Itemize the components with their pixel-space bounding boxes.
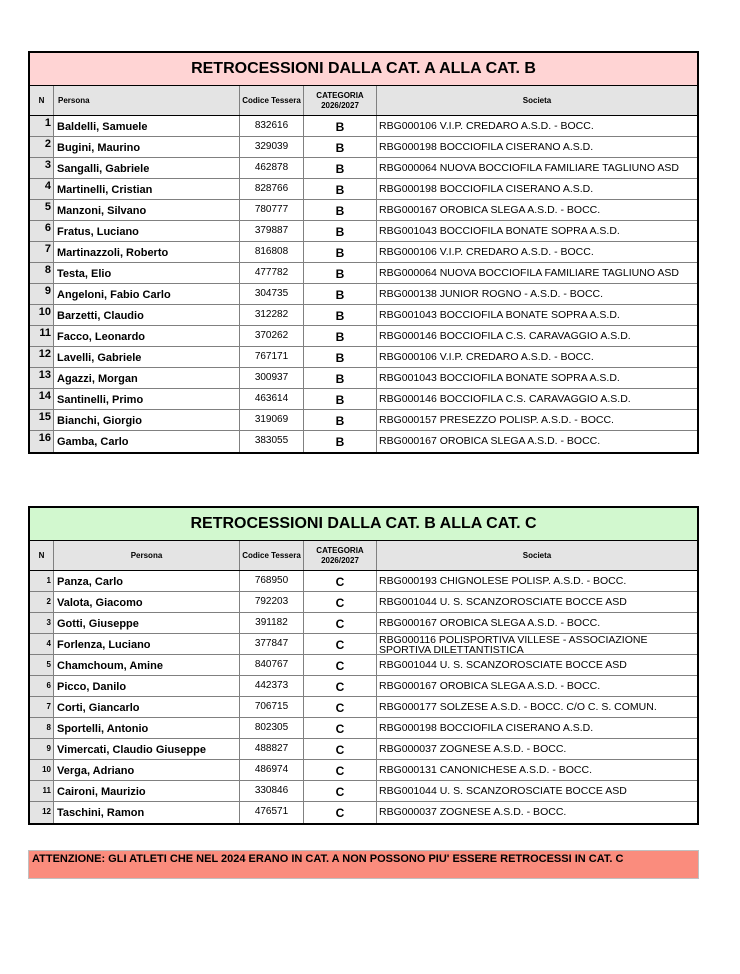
table-row bbox=[30, 179, 697, 200]
codice-tessera-cell: 768950 bbox=[240, 571, 304, 591]
societa-cell: RBG001044 U. S. SCANZOROSCIATE BOCCE ASD bbox=[379, 785, 627, 797]
table-title: RETROCESSIONI DALLA CAT. A ALLA CAT. B bbox=[30, 53, 697, 86]
societa-cell: RBG000177 SOLZESE A.S.D. - BOCC. C/O C. S. COMUN. bbox=[379, 701, 657, 713]
categoria-cell: B bbox=[304, 431, 377, 452]
codice-tessera-cell: 383055 bbox=[240, 431, 304, 452]
codice-tessera-cell: 780777 bbox=[240, 200, 304, 220]
column-header-categoria: CATEGORIA 2026/2027 bbox=[304, 541, 377, 570]
table-body bbox=[30, 116, 697, 452]
table-row bbox=[30, 347, 697, 368]
table-row bbox=[30, 200, 697, 221]
codice-tessera-cell: 476571 bbox=[240, 802, 304, 823]
persona-cell: Panza, Carlo bbox=[54, 571, 240, 591]
codice-tessera-cell: 767171 bbox=[240, 347, 304, 367]
persona-cell: Gamba, Carlo bbox=[54, 431, 240, 452]
persona-cell: Barzetti, Claudio bbox=[54, 305, 240, 325]
codice-tessera-cell: 477782 bbox=[240, 263, 304, 283]
row-number: 7 bbox=[30, 697, 54, 717]
codice-tessera-cell: 312282 bbox=[240, 305, 304, 325]
row-number: 6 bbox=[30, 221, 54, 241]
row-number: 9 bbox=[30, 739, 54, 759]
table-retrocessioni-b-c bbox=[28, 506, 699, 825]
societa-cell: RBG000167 OROBICA SLEGA A.S.D. - BOCC. bbox=[379, 435, 601, 447]
table-row bbox=[30, 802, 697, 823]
table-row bbox=[30, 368, 697, 389]
table-row bbox=[30, 739, 697, 760]
societa-cell: RBG000198 BOCCIOFILA CISERANO A.S.D. bbox=[379, 141, 594, 153]
codice-tessera-cell: 304735 bbox=[240, 284, 304, 304]
categoria-cell: B bbox=[304, 242, 377, 262]
column-header-n: N bbox=[30, 541, 54, 570]
societa-cell: RBG000037 ZOGNESE A.S.D. - BOCC. bbox=[379, 806, 567, 818]
categoria-cell: C bbox=[304, 613, 377, 633]
column-header-codice-tessera: Codice Tessera bbox=[240, 86, 304, 115]
persona-cell: Vimercati, Claudio Giuseppe bbox=[54, 739, 240, 759]
column-header-categoria: CATEGORIA 2026/2027 bbox=[304, 86, 377, 115]
codice-tessera-cell: 463614 bbox=[240, 389, 304, 409]
table-row bbox=[30, 571, 697, 592]
row-number: 2 bbox=[30, 592, 54, 612]
table-row bbox=[30, 431, 697, 452]
table-row bbox=[30, 389, 697, 410]
categoria-cell: B bbox=[304, 347, 377, 367]
codice-tessera-cell: 792203 bbox=[240, 592, 304, 612]
societa-cell: RBG000167 OROBICA SLEGA A.S.D. - BOCC. bbox=[379, 617, 601, 629]
codice-tessera-cell: 391182 bbox=[240, 613, 304, 633]
categoria-cell: B bbox=[304, 200, 377, 220]
table-header-row bbox=[30, 541, 697, 571]
row-number: 11 bbox=[30, 326, 54, 346]
persona-cell: Manzoni, Silvano bbox=[54, 200, 240, 220]
categoria-cell: C bbox=[304, 676, 377, 696]
table-row bbox=[30, 158, 697, 179]
societa-cell: RBG001044 U. S. SCANZOROSCIATE BOCCE ASD bbox=[379, 596, 627, 608]
societa-cell: RBG001043 BOCCIOFILA BONATE SOPRA A.S.D. bbox=[379, 372, 620, 384]
row-number: 3 bbox=[30, 158, 54, 178]
persona-cell: Verga, Adriano bbox=[54, 760, 240, 780]
row-number: 9 bbox=[30, 284, 54, 304]
persona-cell: Fratus, Luciano bbox=[54, 221, 240, 241]
codice-tessera-cell: 488827 bbox=[240, 739, 304, 759]
column-header-persona: Persona bbox=[54, 541, 240, 570]
row-number: 10 bbox=[30, 305, 54, 325]
societa-cell: RBG000064 NUOVA BOCCIOFILA FAMILIARE TAGLIUNO ASD bbox=[379, 162, 679, 174]
categoria-cell: B bbox=[304, 410, 377, 430]
persona-cell: Martinelli, Cristian bbox=[54, 179, 240, 199]
warning-notice: ATTENZIONE: GLI ATLETI CHE NEL 2024 ERANO IN CAT. A NON POSSONO PIU' ESSERE RETROCESSI IN CAT. C bbox=[28, 850, 699, 879]
societa-cell: RBG000106 V.I.P. CREDARO A.S.D. - BOCC. bbox=[379, 120, 594, 132]
persona-cell: Corti, Giancarlo bbox=[54, 697, 240, 717]
row-number: 8 bbox=[30, 263, 54, 283]
row-number: 5 bbox=[30, 655, 54, 675]
categoria-cell: C bbox=[304, 571, 377, 591]
categoria-cell: B bbox=[304, 116, 377, 136]
societa-cell: RBG000146 BOCCIOFILA C.S. CARAVAGGIO A.S.D. bbox=[379, 393, 631, 405]
persona-cell: Picco, Danilo bbox=[54, 676, 240, 696]
table-row bbox=[30, 718, 697, 739]
categoria-cell: B bbox=[304, 263, 377, 283]
row-number: 12 bbox=[30, 347, 54, 367]
societa-cell: RBG001043 BOCCIOFILA BONATE SOPRA A.S.D. bbox=[379, 225, 620, 237]
codice-tessera-cell: 828766 bbox=[240, 179, 304, 199]
column-header-codice-tessera: Codice Tessera bbox=[240, 541, 304, 570]
row-number: 4 bbox=[30, 634, 54, 654]
societa-cell: RBG000138 JUNIOR ROGNO - A.S.D. - BOCC. bbox=[379, 288, 604, 300]
codice-tessera-cell: 486974 bbox=[240, 760, 304, 780]
categoria-cell: B bbox=[304, 326, 377, 346]
table-row bbox=[30, 137, 697, 158]
codice-tessera-cell: 462878 bbox=[240, 158, 304, 178]
societa-cell: RBG000146 BOCCIOFILA C.S. CARAVAGGIO A.S.D. bbox=[379, 330, 631, 342]
persona-cell: Facco, Leonardo bbox=[54, 326, 240, 346]
table-row bbox=[30, 263, 697, 284]
codice-tessera-cell: 379887 bbox=[240, 221, 304, 241]
table-row bbox=[30, 592, 697, 613]
persona-cell: Valota, Giacomo bbox=[54, 592, 240, 612]
table-row bbox=[30, 655, 697, 676]
persona-cell: Sportelli, Antonio bbox=[54, 718, 240, 738]
table-row bbox=[30, 676, 697, 697]
societa-cell: RBG001043 BOCCIOFILA BONATE SOPRA A.S.D. bbox=[379, 309, 620, 321]
societa-cell: RBG000116 POLISPORTIVA VILLESE - ASSOCIAZIONE SPORTIVA DILETTANTISTICA bbox=[379, 634, 648, 654]
societa-cell: RBG000157 PRESEZZO POLISP. A.S.D. - BOCC. bbox=[379, 414, 614, 426]
table-body bbox=[30, 571, 697, 823]
codice-tessera-cell: 329039 bbox=[240, 137, 304, 157]
categoria-cell: B bbox=[304, 389, 377, 409]
table-row bbox=[30, 781, 697, 802]
categoria-cell: C bbox=[304, 718, 377, 738]
codice-tessera-cell: 330846 bbox=[240, 781, 304, 801]
categoria-cell: C bbox=[304, 739, 377, 759]
persona-cell: Gotti, Giuseppe bbox=[54, 613, 240, 633]
row-number: 6 bbox=[30, 676, 54, 696]
codice-tessera-cell: 840767 bbox=[240, 655, 304, 675]
categoria-cell: B bbox=[304, 305, 377, 325]
societa-cell: RBG000167 OROBICA SLEGA A.S.D. - BOCC. bbox=[379, 204, 601, 216]
codice-tessera-cell: 816808 bbox=[240, 242, 304, 262]
categoria-cell: C bbox=[304, 592, 377, 612]
categoria-cell: B bbox=[304, 158, 377, 178]
persona-cell: Santinelli, Primo bbox=[54, 389, 240, 409]
table-row bbox=[30, 242, 697, 263]
persona-cell: Lavelli, Gabriele bbox=[54, 347, 240, 367]
persona-cell: Bugini, Maurino bbox=[54, 137, 240, 157]
row-number: 4 bbox=[30, 179, 54, 199]
column-header-persona: Persona bbox=[54, 86, 240, 115]
table-retrocessioni-a-b bbox=[28, 51, 699, 454]
row-number: 1 bbox=[30, 116, 54, 136]
categoria-cell: B bbox=[304, 284, 377, 304]
categoria-cell: B bbox=[304, 179, 377, 199]
row-number: 2 bbox=[30, 137, 54, 157]
persona-cell: Forlenza, Luciano bbox=[54, 634, 240, 654]
table-row bbox=[30, 221, 697, 242]
societa-cell: RBG000064 NUOVA BOCCIOFILA FAMILIARE TAGLIUNO ASD bbox=[379, 267, 679, 279]
table-row bbox=[30, 326, 697, 347]
column-header-n: N bbox=[30, 86, 54, 115]
row-number: 14 bbox=[30, 389, 54, 409]
societa-cell: RBG000198 BOCCIOFILA CISERANO A.S.D. bbox=[379, 183, 594, 195]
codice-tessera-cell: 706715 bbox=[240, 697, 304, 717]
persona-cell: Chamchoum, Amine bbox=[54, 655, 240, 675]
table-row bbox=[30, 613, 697, 634]
table-row bbox=[30, 634, 697, 655]
categoria-cell: C bbox=[304, 781, 377, 801]
societa-cell: RBG000106 V.I.P. CREDARO A.S.D. - BOCC. bbox=[379, 351, 594, 363]
table-row bbox=[30, 284, 697, 305]
categoria-cell: C bbox=[304, 760, 377, 780]
row-number: 8 bbox=[30, 718, 54, 738]
row-number: 3 bbox=[30, 613, 54, 633]
societa-cell: RBG000131 CANONICHESE A.S.D. - BOCC. bbox=[379, 764, 592, 776]
row-number: 7 bbox=[30, 242, 54, 262]
persona-cell: Caironi, Maurizio bbox=[54, 781, 240, 801]
codice-tessera-cell: 300937 bbox=[240, 368, 304, 388]
persona-cell: Martinazzoli, Roberto bbox=[54, 242, 240, 262]
row-number: 13 bbox=[30, 368, 54, 388]
table-title: RETROCESSIONI DALLA CAT. B ALLA CAT. C bbox=[30, 508, 697, 541]
persona-cell: Baldelli, Samuele bbox=[54, 116, 240, 136]
codice-tessera-cell: 377847 bbox=[240, 634, 304, 654]
categoria-cell: C bbox=[304, 655, 377, 675]
persona-cell: Sangalli, Gabriele bbox=[54, 158, 240, 178]
column-header-societa: Societa bbox=[522, 550, 552, 560]
codice-tessera-cell: 319069 bbox=[240, 410, 304, 430]
persona-cell: Testa, Elio bbox=[54, 263, 240, 283]
codice-tessera-cell: 832616 bbox=[240, 116, 304, 136]
codice-tessera-cell: 442373 bbox=[240, 676, 304, 696]
table-row bbox=[30, 410, 697, 431]
codice-tessera-cell: 802305 bbox=[240, 718, 304, 738]
table-row bbox=[30, 305, 697, 326]
row-number: 5 bbox=[30, 200, 54, 220]
row-number: 11 bbox=[30, 781, 54, 801]
categoria-cell: C bbox=[304, 802, 377, 823]
codice-tessera-cell: 370262 bbox=[240, 326, 304, 346]
row-number: 15 bbox=[30, 410, 54, 430]
row-number: 12 bbox=[30, 802, 54, 823]
societa-cell: RBG000106 V.I.P. CREDARO A.S.D. - BOCC. bbox=[379, 246, 594, 258]
societa-cell: RBG000037 ZOGNESE A.S.D. - BOCC. bbox=[379, 743, 567, 755]
societa-cell: RBG000198 BOCCIOFILA CISERANO A.S.D. bbox=[379, 722, 594, 734]
row-number: 1 bbox=[30, 571, 54, 591]
persona-cell: Bianchi, Giorgio bbox=[54, 410, 240, 430]
row-number: 10 bbox=[30, 760, 54, 780]
categoria-cell: C bbox=[304, 634, 377, 654]
table-row bbox=[30, 697, 697, 718]
table-header-row bbox=[30, 86, 697, 116]
categoria-cell: B bbox=[304, 368, 377, 388]
table-row bbox=[30, 760, 697, 781]
categoria-cell: C bbox=[304, 697, 377, 717]
societa-cell: RBG001044 U. S. SCANZOROSCIATE BOCCE ASD bbox=[379, 659, 627, 671]
categoria-cell: B bbox=[304, 221, 377, 241]
persona-cell: Angeloni, Fabio Carlo bbox=[54, 284, 240, 304]
categoria-cell: B bbox=[304, 137, 377, 157]
table-row bbox=[30, 116, 697, 137]
persona-cell: Agazzi, Morgan bbox=[54, 368, 240, 388]
column-header-societa: Societa bbox=[522, 95, 552, 105]
persona-cell: Taschini, Ramon bbox=[54, 802, 240, 823]
row-number: 16 bbox=[30, 431, 54, 452]
societa-cell: RBG000167 OROBICA SLEGA A.S.D. - BOCC. bbox=[379, 680, 601, 692]
societa-cell: RBG000193 CHIGNOLESE POLISP. A.S.D. - BOCC. bbox=[379, 575, 627, 587]
